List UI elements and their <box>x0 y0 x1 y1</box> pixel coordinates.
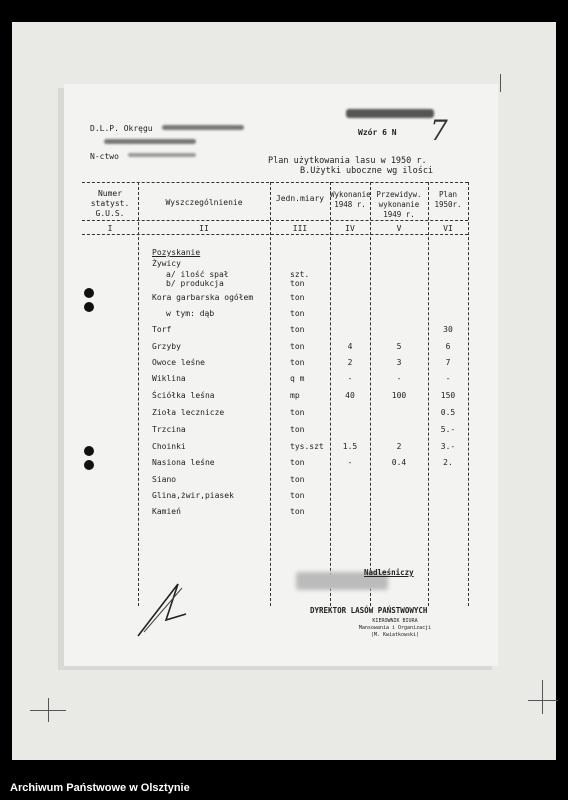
punch-hole <box>84 460 94 470</box>
row-unit: mp <box>290 391 300 400</box>
redacted-text <box>162 125 244 130</box>
row-value-1948: - <box>347 374 353 383</box>
row-unit: szt. <box>290 270 310 279</box>
stamp-line: KIEROWNIK BIURA <box>372 618 418 624</box>
document-sheet <box>64 84 498 666</box>
row-unit: ton <box>290 425 305 434</box>
row-value-1948: - <box>347 458 353 467</box>
row-value-1948: 1.5 <box>342 442 358 451</box>
row-label: Choinki <box>152 442 186 451</box>
row-label: Grzyby <box>152 342 181 351</box>
roman-numeral: V <box>396 224 402 233</box>
roman-numeral: III <box>292 224 308 233</box>
row-label: Kamień <box>152 507 181 516</box>
row-label: Kora garbarska ogółem <box>152 293 254 302</box>
row-value-1949: 0.4 <box>391 458 407 467</box>
row-unit: ton <box>290 325 305 334</box>
row-unit: ton <box>290 279 305 288</box>
redacted-stamp <box>346 109 434 118</box>
nadlesnictwo-label: N-ctwo <box>90 152 119 161</box>
col-header-1949: Przewidyw. wykonanie 1949 r. <box>376 190 422 219</box>
form-stamp: Wzór 6 N <box>358 128 397 137</box>
row-label: Torf <box>152 325 172 334</box>
row-label: Zioła lecznicze <box>152 408 225 417</box>
row-unit: ton <box>290 475 305 484</box>
handwritten-signature <box>134 574 194 644</box>
column-divider <box>270 182 271 606</box>
roman-numeral: VI <box>443 224 453 233</box>
redacted-text <box>104 139 196 144</box>
row-label: Trzcina <box>152 425 186 434</box>
row-value-1949: 2 <box>396 442 402 451</box>
row-value-1950: 5.- <box>440 425 456 434</box>
col-header-unit: Jedn.miary <box>275 194 325 203</box>
roman-divider <box>82 234 468 235</box>
stamp-line: Mansowania i Organizacji <box>358 625 432 631</box>
row-value-1950: 150 <box>440 391 456 400</box>
dlp-okregu-label: D.L.P. Okręgu <box>90 124 153 133</box>
col-header-description: Wyszczególnienie <box>165 198 243 207</box>
row-value-1948: 2 <box>347 358 353 367</box>
row-value-1949: - <box>396 374 402 383</box>
punch-hole <box>84 446 94 456</box>
row-value-1950: 2. <box>443 458 453 467</box>
archive-label: Archiwum Państwowe w Olsztynie <box>10 782 190 794</box>
roman-numeral: IV <box>345 224 355 233</box>
row-label: Żywicy <box>152 259 181 268</box>
row-unit: ton <box>290 507 305 516</box>
row-unit: ton <box>290 309 305 318</box>
row-label: Nasiona leśne <box>152 458 215 467</box>
roman-numeral: I <box>107 224 113 233</box>
row-label: Ściółka leśna <box>152 391 215 400</box>
redacted-text <box>128 153 196 157</box>
row-unit: ton <box>290 491 305 500</box>
row-unit: ton <box>290 342 305 351</box>
document-title: Plan użytkowania lasu w 1950 r. <box>268 156 427 166</box>
col-header-number: Numer statyst. G.U.S. <box>90 189 130 218</box>
row-value-1950: 0.5 <box>440 408 456 417</box>
row-label: Owoce leśne <box>152 358 205 367</box>
punch-hole <box>84 302 94 312</box>
row-unit: ton <box>290 358 305 367</box>
row-unit: q m <box>290 374 305 383</box>
row-unit: ton <box>290 293 305 302</box>
row-value-1948: 4 <box>347 342 353 351</box>
row-label: Wiklina <box>152 374 186 383</box>
crop-mark <box>500 74 501 92</box>
row-label: Siano <box>152 475 177 484</box>
row-value-1950: 6 <box>445 342 451 351</box>
row-unit: ton <box>290 458 305 467</box>
row-value-1950: - <box>445 374 451 383</box>
stamp-line: (M. Kwiatkowski) <box>370 632 420 638</box>
row-unit: ton <box>290 408 305 417</box>
crop-mark <box>542 680 543 714</box>
row-value-1949: 100 <box>391 391 407 400</box>
row-label: w tym: dąb <box>166 309 215 318</box>
row-value-1949: 3 <box>396 358 402 367</box>
crop-mark <box>30 710 66 711</box>
col-header-1950: Plan 1950r. <box>434 190 462 209</box>
row-value-1950: 7 <box>445 358 451 367</box>
row-unit: tys.szt <box>290 442 324 451</box>
row-label: a/ ilość spał <box>166 270 229 279</box>
punch-hole <box>84 288 94 298</box>
signature-role: DYREKTOR LASÓW PAŃSTWOWYCH <box>310 606 428 615</box>
row-value-1950: 30 <box>443 325 453 334</box>
crop-mark <box>528 700 558 701</box>
col-header-1948: Wykonanie 1948 r. <box>330 190 371 209</box>
page-number: 7 <box>430 114 448 147</box>
row-value-1949: 5 <box>396 342 402 351</box>
row-value-1950: 3.- <box>440 442 456 451</box>
table-top-border <box>82 182 468 183</box>
archive-footer <box>0 768 568 800</box>
section-title: Pozyskanie <box>152 248 201 257</box>
header-divider <box>82 220 468 221</box>
row-value-1948: 40 <box>345 391 355 400</box>
row-label: b/ produkcja <box>166 279 224 288</box>
row-label: Glina,żwir,piasek <box>152 491 234 500</box>
roman-numeral: II <box>199 224 209 233</box>
column-divider <box>138 182 139 606</box>
column-divider <box>468 182 469 606</box>
document-subtitle: B.Użytki uboczne wg ilości <box>300 166 434 176</box>
signature-role-top: Nadleśniczy <box>364 568 414 577</box>
